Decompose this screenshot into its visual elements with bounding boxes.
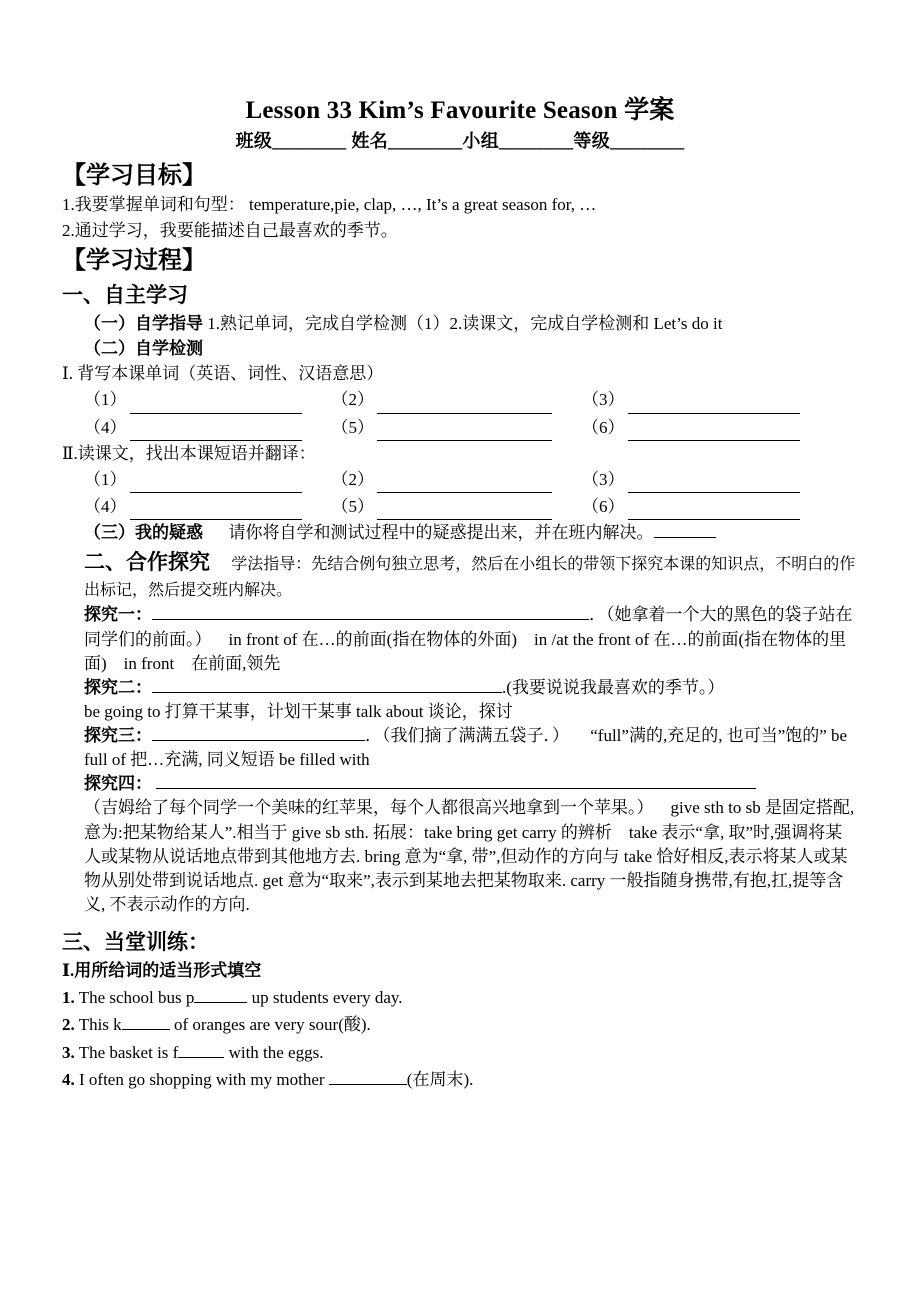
inquiry-two-label: 探究二： xyxy=(84,677,152,697)
blank-item-1 xyxy=(84,386,302,413)
section-one-heading: 一、自主学习 xyxy=(62,282,188,307)
inquiry-two-notes: be going to 打算干某事，计划干某事 talk about 谈论，探讨 xyxy=(84,701,513,721)
blank-line-1[interactable] xyxy=(130,399,302,414)
blank-label-12: （6） xyxy=(582,497,625,517)
exercise-text-after-2: of oranges are very sour(酸). xyxy=(169,1015,371,1035)
inquiry-three-answer-line[interactable] xyxy=(152,727,365,741)
blank-item-11 xyxy=(332,493,553,520)
exercise-blank-3[interactable] xyxy=(178,1044,224,1058)
learning-objectives-heading: 【学习目标】 xyxy=(62,162,206,189)
exercise-text-before-1: The school bus p xyxy=(78,987,195,1007)
exercise-number-4: 4. xyxy=(62,1070,75,1090)
self-study-guide-row xyxy=(62,311,858,336)
blank-item-12 xyxy=(582,493,800,520)
blank-label-3: （3） xyxy=(582,390,625,410)
blank-item-9 xyxy=(582,466,800,493)
inquiry-one-notes: in front of 在…的前面(指在物体的外面) in /at the front of 在…的前面(指在物体的里面) in front 在前面,领先 xyxy=(84,629,847,673)
inquiry-four-label: 探究四： xyxy=(84,774,152,794)
blank-line-2[interactable] xyxy=(377,399,552,414)
objective-item-2: 2.通过学习，我要能描述自己最喜欢的季节。 xyxy=(62,220,398,240)
task-two-blank-row-2 xyxy=(62,493,858,520)
exercise-text-before-3: The basket is f xyxy=(78,1042,179,1062)
exercise-text-after-1: up students every day. xyxy=(247,987,403,1007)
my-doubts-row xyxy=(62,520,858,545)
section-three-heading: 三、当堂训练： xyxy=(62,930,209,954)
inquiry-one-hint: ．（她拿着一个大的黑色的袋子站在同学们的前面。） xyxy=(84,605,853,649)
inquiry-two-hint: .(我要说说我最喜欢的季节。） xyxy=(502,677,725,697)
exercise-text-before-4: I often go shopping with my mother xyxy=(79,1070,329,1090)
inquiry-three-notes: “full”满的,充足的, 也可当”饱的” be full of 把…充满, 同义短语 be filled with xyxy=(84,726,848,770)
task-one-title: Ⅰ. 背写本课单词（英语、词性、汉语意思） xyxy=(62,364,384,384)
exercise-item-4 xyxy=(62,1066,858,1094)
inquiry-one-block xyxy=(62,603,858,675)
blank-label-7: （1） xyxy=(84,469,127,489)
exercise-item-1 xyxy=(62,984,858,1012)
blank-label-10: （4） xyxy=(84,497,127,517)
inquiry-three-label: 探究三： xyxy=(84,726,152,745)
exercise-item-3 xyxy=(62,1039,858,1067)
blank-line-3[interactable] xyxy=(628,399,800,414)
self-study-guide-text: 1.熟记单词，完成自学检测（1）2.读课文，完成自学检测和 Let’s do it xyxy=(207,313,723,333)
blank-line-4[interactable] xyxy=(130,426,302,441)
inquiry-three-hint: ．（我们摘了满满五袋子．） xyxy=(365,726,569,745)
blank-line-6[interactable] xyxy=(628,426,800,441)
section-two-method-text: 学法指导：先结合例句独立思考，然后在小组长的带领下探究本课的知识点，不明白的作出标记，然后提交班内解决。 xyxy=(84,556,856,600)
blank-item-5 xyxy=(332,414,553,441)
exercise-text-before-2: This k xyxy=(78,1015,122,1035)
exercise-number-1: 1. xyxy=(62,987,75,1007)
inquiry-four-answer-line[interactable] xyxy=(156,775,756,789)
blank-item-4 xyxy=(84,414,302,441)
blank-line-12[interactable] xyxy=(628,505,800,520)
self-study-guide-label: （一）自学指导 xyxy=(84,313,203,333)
exercise-text-after-3: with the eggs. xyxy=(224,1042,324,1062)
blank-item-10 xyxy=(84,493,302,520)
blank-line-9[interactable] xyxy=(628,478,800,493)
exercise-item-2 xyxy=(62,1011,858,1039)
my-doubts-label: （三）我的疑惑 xyxy=(84,523,203,543)
blank-label-11: （5） xyxy=(331,497,374,517)
task-one-blank-row-2 xyxy=(62,414,858,441)
blank-item-7 xyxy=(84,466,302,493)
blank-label-5: （5） xyxy=(331,417,374,437)
blank-item-3 xyxy=(582,386,800,413)
section-two-row xyxy=(62,549,858,603)
blank-label-4: （4） xyxy=(84,417,127,437)
inquiry-three-block xyxy=(62,724,858,772)
task-two-title: Ⅱ.读课文，找出本课短语并翻译： xyxy=(62,443,316,463)
blank-line-8[interactable] xyxy=(377,478,552,493)
blank-label-1: （1） xyxy=(84,390,127,410)
student-info-line: 班级________ 姓名________小组________等级________ xyxy=(235,131,685,152)
blank-label-9: （3） xyxy=(582,469,625,489)
exercise-text-after-4: (在周末). xyxy=(406,1070,474,1090)
my-doubts-text: 请你将自学和测试过程中的疑惑提出来，并在班内解决。 xyxy=(228,523,654,543)
objective-item-1: 1.我要掌握单词和句型： temperature,pie, clap, …, It’s a great season for, … xyxy=(62,195,597,215)
learning-process-heading: 【学习过程】 xyxy=(62,247,206,274)
section-two-heading: 二、合作探究 xyxy=(84,550,210,575)
blank-line-10[interactable] xyxy=(130,505,302,520)
exercise-blank-4[interactable] xyxy=(329,1071,407,1085)
task-two-blank-row-1 xyxy=(62,466,858,493)
exercise-blank-1[interactable] xyxy=(194,989,247,1003)
inquiry-four-hint: （吉姆给了每个同学一个美味的红苹果，每个人都很高兴地拿到一个苹果。） xyxy=(84,798,654,818)
inquiry-one-label: 探究一： xyxy=(84,605,152,625)
exercise-blank-2[interactable] xyxy=(122,1016,170,1030)
blank-item-2 xyxy=(332,386,553,413)
self-study-check-label: （二）自学检测 xyxy=(84,339,203,358)
inquiry-four-block xyxy=(62,772,858,917)
inquiry-four-notes: give sth to sb 是固定搭配, 意为:把某物给某人”.相当于 give sb sth. 拓展：take bring get carry 的辨析 take 表示“拿, 取”时,强调将某人或某物从说话地点带到其他地方去. bring 意为“拿, 带”,但动作的方向与 take 恰好相反,表示将某人或某物从别处带到说话地点. get 意为“取来”,表示到某地去把某物取来. carry 一般指随身携带,有抱,扛,提等含义, 不表示动作的方向. xyxy=(84,798,855,914)
page-title: Lesson 33 Kim’s Favourite Season 学案 xyxy=(245,97,675,124)
blank-line-5[interactable] xyxy=(377,426,552,441)
inquiry-one-answer-line[interactable] xyxy=(152,606,589,620)
inquiry-two-block xyxy=(62,676,858,724)
blank-line-11[interactable] xyxy=(377,505,552,520)
my-doubts-blank-line[interactable] xyxy=(654,524,716,538)
task-one-blank-row-1 xyxy=(62,386,858,413)
blank-label-6: （6） xyxy=(582,417,625,437)
inquiry-two-answer-line[interactable] xyxy=(152,679,502,693)
blank-label-2: （2） xyxy=(331,390,374,410)
blank-item-6 xyxy=(582,414,800,441)
blank-line-7[interactable] xyxy=(130,478,302,493)
blank-label-8: （2） xyxy=(331,469,374,489)
exercise-number-2: 2. xyxy=(62,1015,75,1035)
exercise-number-3: 3. xyxy=(62,1042,75,1062)
section-three-subheading: Ⅰ.用所给词的适当形式填空 xyxy=(62,961,262,981)
blank-item-8 xyxy=(332,466,553,493)
